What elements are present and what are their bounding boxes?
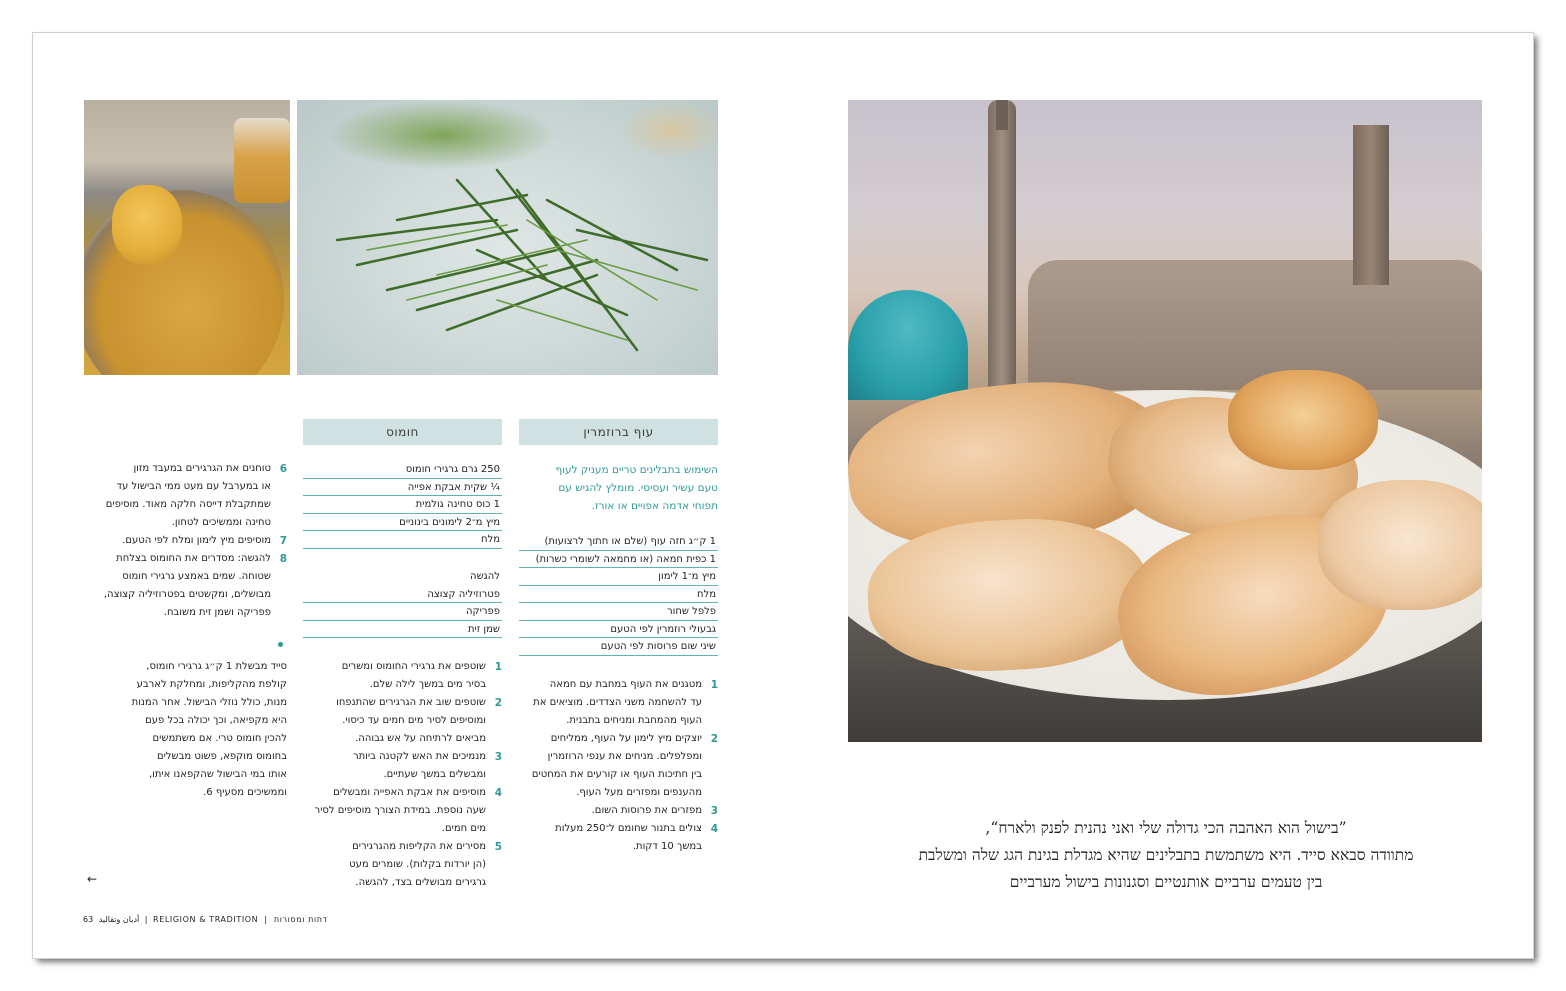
step-line: ומפלפלים. מניחים את ענפי הרוזמרין bbox=[547, 751, 702, 762]
step bbox=[303, 838, 502, 892]
step-line: מפזרים את פרוסות השום. bbox=[591, 805, 702, 816]
ingredient: פפריקה bbox=[303, 603, 502, 621]
sidebar-note bbox=[95, 658, 287, 802]
footer-hebrew: דתות ומסורות bbox=[273, 915, 328, 924]
step-line: מים חמים. bbox=[441, 823, 486, 834]
hummus-steps bbox=[303, 658, 502, 892]
step-line: בין חתיכות העוף או קורעים את המחטים bbox=[531, 769, 702, 780]
bullet-icon bbox=[278, 642, 283, 647]
ingredient: 1 כפית חמאה (או מחמאה לשומרי כשרות) bbox=[519, 551, 718, 569]
step bbox=[519, 820, 718, 856]
step-line: שוטפים שוב את הגרגירים שהתנפחו bbox=[336, 697, 486, 708]
intro-line: תפוחי אדמה אפויים או אורז. bbox=[591, 500, 718, 512]
step-number: 2 bbox=[710, 733, 718, 745]
ingredient: 250 גרם גרגירי חומוס bbox=[303, 461, 502, 479]
step bbox=[519, 676, 718, 730]
quote-line: בין טעמים ערביים אותנטיים וסגנונות בישול מערביים bbox=[1009, 873, 1323, 891]
ingredient: פטרוזיליה קצוצה bbox=[303, 586, 502, 604]
step-line: עד להשחמה משני הצדדים. מוציאים את bbox=[533, 697, 702, 708]
ingredient: 1 ק״ג חזה עוף (שלם או חתוך לרצועות) bbox=[519, 533, 718, 551]
step bbox=[303, 694, 502, 748]
chicken-piece bbox=[1228, 370, 1378, 470]
ingredient: מיץ מ־2 לימונים בינוניים bbox=[303, 514, 502, 532]
step-line: מבושלים, ומקשטים בפטרוזיליה קצוצה, bbox=[103, 589, 271, 600]
minaret-top-shape bbox=[996, 100, 1008, 130]
footer-english: RELIGION & TRADITION bbox=[153, 915, 259, 924]
chicken-intro bbox=[519, 461, 718, 515]
ladle-shape bbox=[112, 185, 182, 265]
ingredient: פלפל שחור bbox=[519, 603, 718, 621]
step-line: מסירים את הקליפות מהגרגירים bbox=[352, 841, 486, 852]
step-number: 6 bbox=[279, 463, 287, 475]
chickpeas-photo bbox=[84, 100, 290, 375]
ingredient: שמן זית bbox=[303, 621, 502, 639]
step bbox=[519, 802, 718, 820]
step bbox=[519, 730, 718, 802]
step-line: שמתקבלת דייסה חלקה מאוד. מוסיפים bbox=[105, 499, 271, 510]
chicken-photo bbox=[848, 100, 1482, 742]
minaret-shape bbox=[988, 100, 1016, 390]
step-line: שעה נוספת. במידת הצורך מוסיפים לסיר bbox=[314, 805, 486, 816]
hummus-steps-continued bbox=[95, 460, 287, 622]
page-footer bbox=[83, 915, 331, 924]
step-line: (הן יורדות בקלות). שומרים מעט bbox=[349, 859, 486, 870]
rosemary-sprigs bbox=[297, 100, 718, 375]
step bbox=[303, 658, 502, 694]
step-number: 8 bbox=[279, 553, 287, 565]
step-line: טחינה וממשיכים לטחון. bbox=[171, 517, 271, 528]
step-line: מוסיפים את אבקת האפייה ומבשלים bbox=[333, 787, 486, 798]
step-number: 3 bbox=[494, 751, 502, 763]
footer-arabic: أديان وتقاليد bbox=[98, 915, 140, 924]
chicken-ingredients bbox=[519, 533, 718, 656]
step-line: ומוסיפים לסיר מים חמים עד כיסוי. bbox=[342, 715, 486, 726]
jar-shape bbox=[234, 118, 290, 203]
step-line: שטוחה. שמים באמצע גרגירי חומוס bbox=[122, 571, 271, 582]
garnish-title: להגשה bbox=[470, 571, 500, 582]
sidebar-line: קולפת מהקליפות, ומחלקת לארבע bbox=[136, 679, 287, 690]
step bbox=[303, 784, 502, 838]
step-line: במשך 10 דקות. bbox=[632, 841, 702, 852]
rosemary-photo bbox=[297, 100, 718, 375]
step-line: בסיר מים במשך לילה שלם. bbox=[369, 679, 486, 690]
step-number: 2 bbox=[494, 697, 502, 709]
chicken-recipe-title: עוף ברוזמרין bbox=[519, 419, 718, 445]
sidebar-line: מנות, כולל נוזלי הבישול. אחר המנות bbox=[131, 697, 287, 708]
ingredient: גבעולי רוזמרין לפי הטעם bbox=[519, 621, 718, 639]
step-line: ומבשלים במשך שעתיים. bbox=[383, 769, 486, 780]
step-line: או במערבל עם מעט ממי הבישול עד bbox=[116, 481, 271, 492]
step-number: 4 bbox=[710, 823, 718, 835]
step bbox=[95, 532, 287, 550]
step-line: צולים בתנור שחומם ל־250 מעלות bbox=[555, 823, 702, 834]
step-number: 4 bbox=[494, 787, 502, 799]
sidebar-line: אותו במי הבישול שהקפאנו איתו, bbox=[148, 769, 287, 780]
step-line: מוסיפים מיץ לימון ומלח לפי הטעם. bbox=[122, 535, 271, 546]
step-number: 3 bbox=[710, 805, 718, 817]
step-line: פפריקה ושמן זית משובח. bbox=[163, 607, 271, 618]
chicken-piece bbox=[1318, 480, 1482, 610]
sidebar-line: סייד מבשלת 1 ק״ג גרגירי חומוס, bbox=[146, 661, 287, 672]
step-line: מהענפים ומפזרים מעל העוף. bbox=[576, 787, 702, 798]
sidebar-line: וממשיכים מסעיף 6. bbox=[203, 787, 287, 798]
intro-line: השימוש בתבלינים טריים מעניק לעוף bbox=[555, 464, 718, 476]
hummus-recipe-title: חומוס bbox=[303, 419, 502, 445]
ingredient: מלח bbox=[303, 531, 502, 549]
step-line: טוחנים את הגרגירים במעבד מזון bbox=[133, 463, 271, 474]
dome-shape bbox=[848, 290, 968, 400]
intro-line: טעם עשיר ועסיסי. מומלץ להגיש עם bbox=[558, 482, 718, 494]
step-line: מביאים לרתיחה על אש גבוהה. bbox=[355, 733, 486, 744]
page-number: 63 bbox=[83, 915, 94, 924]
step-line: מנמיכים את האש לקטנה ביותר bbox=[352, 751, 486, 762]
chicken-steps bbox=[519, 676, 718, 856]
sidebar-line: להכין חומוס טרי. אם משתמשים bbox=[152, 733, 287, 744]
step-line: העוף מהמחבת ומניחים בתבנית. bbox=[566, 715, 702, 726]
step-number: 7 bbox=[279, 535, 287, 547]
step-number: 5 bbox=[494, 841, 502, 853]
book-spread bbox=[33, 33, 1533, 958]
hummus-ingredients bbox=[303, 461, 502, 549]
left-arrow-icon[interactable]: ← bbox=[87, 872, 98, 886]
footer-separator: | bbox=[144, 915, 148, 924]
step-line: מטגנים את העוף במחבת עם חמאה bbox=[549, 679, 702, 690]
sidebar-line: בחומוס מוקפא, פשוט מבשלים bbox=[156, 751, 287, 762]
step-line: יוצקים מיץ לימון על העוף, ממליחים bbox=[550, 733, 702, 744]
ingredient: ¼ שקית אבקת אפייה bbox=[303, 479, 502, 497]
step-line: להגשה: מסדרים את החומוס בצלחת bbox=[116, 553, 271, 564]
footer-separator: | bbox=[264, 915, 268, 924]
quote-line: מתוודה סבאא סייד. היא משתמשת בתבלינים שהיא מגדלת בגינת הגג שלה ומשלבת bbox=[918, 846, 1414, 864]
step bbox=[95, 460, 287, 532]
ingredient: שיני שום פרוסות לפי הטעם bbox=[519, 638, 718, 656]
ingredient: 1 כוס טחינה גולמית bbox=[303, 496, 502, 514]
step bbox=[95, 550, 287, 622]
pull-quote bbox=[851, 815, 1481, 896]
town-shape bbox=[1028, 260, 1482, 390]
step bbox=[303, 748, 502, 784]
step-line: שוטפים את גרגירי החומוס ומשרים bbox=[341, 661, 486, 672]
sidebar-line: היא מקפיאה, וכך יכולה בכל פעם bbox=[145, 715, 287, 726]
step-number: 1 bbox=[710, 679, 718, 691]
quote-line: ”בישול הוא האהבה הכי גדולה שלי ואני נהנית לפנק ולארח“, bbox=[985, 819, 1347, 837]
step-line: גרגירים מבושלים בצד, להגשה. bbox=[355, 877, 486, 888]
step-number: 1 bbox=[494, 661, 502, 673]
hummus-garnish bbox=[303, 568, 502, 638]
ingredient: מלח bbox=[519, 586, 718, 604]
tower-shape bbox=[1353, 125, 1389, 285]
ingredient: מיץ מ־1 לימון bbox=[519, 568, 718, 586]
